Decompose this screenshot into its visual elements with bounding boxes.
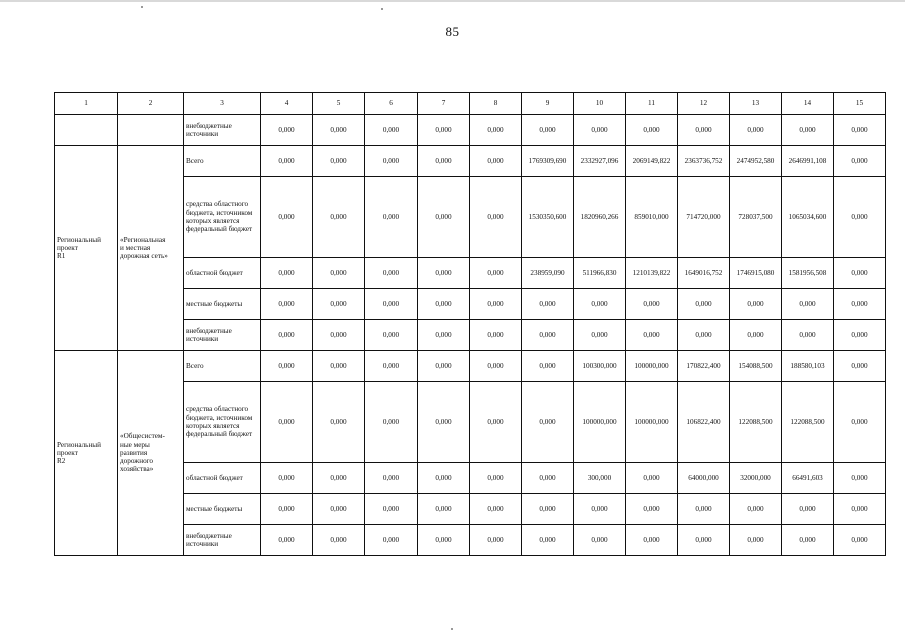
value-cell: 0,000 (418, 320, 470, 351)
value-cell: 0,000 (782, 320, 834, 351)
value-cell: 0,000 (782, 115, 834, 146)
value-cell: 0,000 (834, 289, 886, 320)
value-cell: 0,000 (522, 351, 574, 382)
value-cell: 0,000 (678, 525, 730, 556)
value-cell: 170822,400 (678, 351, 730, 382)
scan-speck (451, 628, 453, 630)
table-body (55, 115, 886, 556)
source-label: областной бюджет (184, 463, 261, 494)
value-cell: 0,000 (678, 115, 730, 146)
value-cell: 0,000 (834, 463, 886, 494)
value-cell: 0,000 (418, 525, 470, 556)
value-cell: 714720,000 (678, 177, 730, 258)
value-cell: 0,000 (365, 146, 418, 177)
value-cell: 0,000 (678, 289, 730, 320)
value-cell: 0,000 (574, 494, 626, 525)
value-cell: 0,000 (782, 494, 834, 525)
value-cell: 1746915,080 (730, 258, 782, 289)
cell-line: R1 (57, 252, 66, 261)
cell-line: «Региональная (120, 235, 166, 244)
value-cell: 859010,000 (626, 177, 678, 258)
value-cell: 1581956,508 (782, 258, 834, 289)
value-cell: 0,000 (730, 494, 782, 525)
value-cell: 1769309,690 (522, 146, 574, 177)
value-cell: 0,000 (626, 320, 678, 351)
value-cell: 0,000 (678, 320, 730, 351)
value-cell: 0,000 (365, 258, 418, 289)
value-cell: 0,000 (522, 494, 574, 525)
value-cell: 0,000 (261, 177, 313, 258)
project-code-cell (55, 351, 118, 556)
cell-line: Региональный (57, 440, 101, 449)
source-label: местные бюджеты (184, 494, 261, 525)
source-label: внебюджетные источники (184, 525, 261, 556)
value-cell: 2474952,580 (730, 146, 782, 177)
value-cell: 0,000 (365, 320, 418, 351)
column-number: 4 (261, 93, 313, 115)
value-cell: 0,000 (365, 463, 418, 494)
cell-line: Региональный (57, 235, 101, 244)
value-cell: 0,000 (418, 115, 470, 146)
value-cell: 66491,603 (782, 463, 834, 494)
value-cell: 2332927,096 (574, 146, 626, 177)
value-cell: 0,000 (730, 525, 782, 556)
value-cell: 0,000 (470, 494, 522, 525)
value-cell: 0,000 (313, 494, 365, 525)
value-cell: 0,000 (313, 258, 365, 289)
column-number: 1 (55, 93, 118, 115)
value-cell: 2363736,752 (678, 146, 730, 177)
value-cell: 0,000 (522, 463, 574, 494)
cell-line: проект (57, 243, 78, 252)
cell-line: «Общесистем- (120, 432, 165, 441)
value-cell: 64000,000 (678, 463, 730, 494)
value-cell: 0,000 (418, 463, 470, 494)
value-cell: 0,000 (313, 463, 365, 494)
value-cell: 0,000 (313, 320, 365, 351)
scan-speck (141, 6, 143, 8)
source-label: средства областного бюджета, источником которых является федеральный бюджет (184, 177, 261, 258)
value-cell: 0,000 (261, 382, 313, 463)
value-cell: 0,000 (834, 382, 886, 463)
column-number: 14 (782, 93, 834, 115)
column-number: 13 (730, 93, 782, 115)
value-cell: 100000,000 (626, 382, 678, 463)
column-number: 12 (678, 93, 730, 115)
cell-line: развития (120, 448, 148, 457)
value-cell: 0,000 (261, 525, 313, 556)
value-cell: 0,000 (782, 525, 834, 556)
value-cell: 0,000 (418, 382, 470, 463)
value-cell: 0,000 (834, 525, 886, 556)
value-cell: 0,000 (470, 258, 522, 289)
value-cell: 0,000 (470, 382, 522, 463)
value-cell: 0,000 (418, 351, 470, 382)
scan-speck (381, 8, 383, 10)
source-label: внебюджетные источники (184, 320, 261, 351)
value-cell: 0,000 (834, 494, 886, 525)
value-cell: 0,000 (365, 177, 418, 258)
value-cell: 0,000 (834, 320, 886, 351)
value-cell: 0,000 (522, 525, 574, 556)
value-cell: 0,000 (418, 177, 470, 258)
value-cell: 0,000 (626, 289, 678, 320)
source-label: областной бюджет (184, 258, 261, 289)
value-cell: 0,000 (365, 494, 418, 525)
column-number: 10 (574, 93, 626, 115)
value-cell: 0,000 (365, 115, 418, 146)
value-cell: 300,000 (574, 463, 626, 494)
value-cell: 0,000 (522, 289, 574, 320)
value-cell: 0,000 (261, 146, 313, 177)
empty-cell (55, 115, 118, 146)
value-cell: 0,000 (365, 351, 418, 382)
column-number: 9 (522, 93, 574, 115)
value-cell: 2069149,822 (626, 146, 678, 177)
value-cell: 0,000 (313, 146, 365, 177)
value-cell: 0,000 (365, 289, 418, 320)
value-cell: 0,000 (365, 382, 418, 463)
value-cell: 1820960,266 (574, 177, 626, 258)
value-cell: 0,000 (418, 289, 470, 320)
value-cell: 154088,500 (730, 351, 782, 382)
value-cell: 0,000 (418, 146, 470, 177)
value-cell: 0,000 (522, 320, 574, 351)
value-cell: 0,000 (834, 351, 886, 382)
value-cell: 0,000 (470, 289, 522, 320)
value-cell: 0,000 (261, 115, 313, 146)
empty-cell (118, 115, 184, 146)
value-cell: 511966,830 (574, 258, 626, 289)
value-cell: 0,000 (574, 525, 626, 556)
value-cell: 0,000 (678, 494, 730, 525)
page-number: 85 (445, 24, 460, 39)
value-cell: 0,000 (470, 115, 522, 146)
value-cell: 0,000 (418, 494, 470, 525)
source-label: Всего (184, 351, 261, 382)
column-number: 11 (626, 93, 678, 115)
value-cell: 0,000 (470, 320, 522, 351)
cell-line: R2 (57, 457, 66, 466)
table-row (55, 146, 886, 177)
value-cell: 0,000 (470, 146, 522, 177)
value-cell: 0,000 (522, 382, 574, 463)
value-cell: 0,000 (365, 525, 418, 556)
value-cell: 728037,500 (730, 177, 782, 258)
value-cell: 0,000 (261, 351, 313, 382)
column-number: 5 (313, 93, 365, 115)
value-cell: 0,000 (261, 494, 313, 525)
source-label: внебюджетные источники (184, 115, 261, 146)
value-cell: 2646991,108 (782, 146, 834, 177)
value-cell: 106822,400 (678, 382, 730, 463)
value-cell: 1649016,752 (678, 258, 730, 289)
value-cell: 100000,000 (574, 382, 626, 463)
value-cell: 0,000 (626, 463, 678, 494)
value-cell: 0,000 (782, 289, 834, 320)
value-cell: 100000,000 (626, 351, 678, 382)
column-number: 6 (365, 93, 418, 115)
value-cell: 0,000 (626, 115, 678, 146)
source-label: средства областного бюджета, источником которых является федеральный бюджет (184, 382, 261, 463)
table-row (55, 351, 886, 382)
column-number-row (55, 93, 886, 115)
value-cell: 0,000 (730, 289, 782, 320)
column-number: 8 (470, 93, 522, 115)
column-number: 7 (418, 93, 470, 115)
value-cell: 0,000 (470, 463, 522, 494)
value-cell: 0,000 (261, 463, 313, 494)
value-cell: 0,000 (470, 525, 522, 556)
value-cell: 122088,500 (782, 382, 834, 463)
value-cell: 0,000 (834, 177, 886, 258)
value-cell: 1065034,600 (782, 177, 834, 258)
value-cell: 1530350,600 (522, 177, 574, 258)
value-cell: 0,000 (261, 258, 313, 289)
value-cell: 0,000 (574, 289, 626, 320)
value-cell: 32000,000 (730, 463, 782, 494)
source-label: Всего (184, 146, 261, 177)
value-cell: 188580,103 (782, 351, 834, 382)
value-cell: 0,000 (626, 494, 678, 525)
value-cell: 0,000 (261, 320, 313, 351)
value-cell: 0,000 (313, 351, 365, 382)
value-cell: 1210139,822 (626, 258, 678, 289)
cell-line: и местная (120, 243, 151, 252)
cell-line: дорожная сеть» (120, 252, 168, 261)
value-cell: 0,000 (313, 382, 365, 463)
value-cell: 0,000 (313, 525, 365, 556)
column-number: 3 (184, 93, 261, 115)
value-cell: 0,000 (261, 289, 313, 320)
value-cell: 0,000 (834, 146, 886, 177)
value-cell: 0,000 (730, 115, 782, 146)
scan-edge-line (0, 0, 905, 2)
value-cell: 0,000 (522, 115, 574, 146)
value-cell: 238959,090 (522, 258, 574, 289)
source-label: местные бюджеты (184, 289, 261, 320)
cell-line: дорожного (120, 457, 154, 466)
value-cell: 0,000 (313, 289, 365, 320)
project-name-cell (118, 146, 184, 351)
project-code-cell (55, 146, 118, 351)
value-cell: 122088,500 (730, 382, 782, 463)
cell-line: хозяйства» (120, 465, 154, 474)
table-header (55, 93, 886, 115)
column-number: 15 (834, 93, 886, 115)
value-cell: 0,000 (470, 351, 522, 382)
value-cell: 0,000 (418, 258, 470, 289)
column-number: 2 (118, 93, 184, 115)
value-cell: 0,000 (313, 177, 365, 258)
value-cell: 0,000 (730, 320, 782, 351)
budget-table (54, 92, 886, 556)
cell-line: проект (57, 448, 78, 457)
table-row (55, 115, 886, 146)
value-cell: 0,000 (834, 258, 886, 289)
value-cell: 0,000 (834, 115, 886, 146)
project-name-cell (118, 351, 184, 556)
value-cell: 0,000 (574, 115, 626, 146)
value-cell: 0,000 (574, 320, 626, 351)
value-cell: 0,000 (313, 115, 365, 146)
value-cell: 0,000 (626, 525, 678, 556)
value-cell: 0,000 (470, 177, 522, 258)
value-cell: 100300,000 (574, 351, 626, 382)
cell-line: ные меры (120, 440, 150, 449)
